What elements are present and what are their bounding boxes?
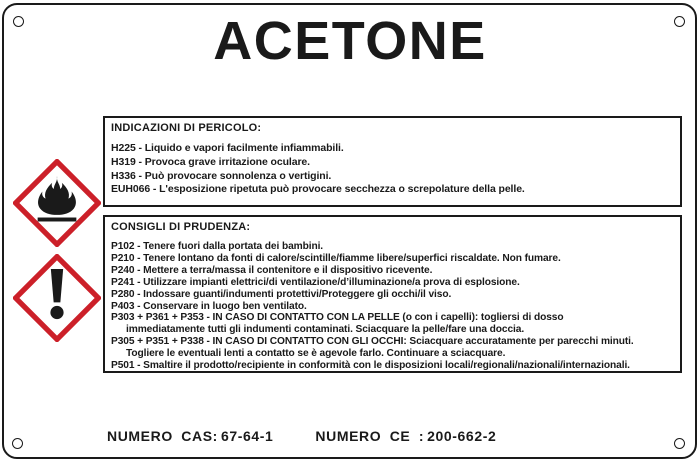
precautionary-statement: P102 - Tenere fuori dalla portata dei bambini.: [111, 241, 324, 252]
ce-number-value: 200-662-2: [427, 428, 497, 444]
precautionary-statement-continuation: Togliere le eventuali lenti a contatto se è agevole farlo. Continuare a sciacquare.: [126, 348, 506, 360]
registry-numbers: [107, 428, 496, 444]
precautionary-statement: P501 - Smaltire il prodotto/recipiente in conformità con le disposizioni locali/regionali/nazionali/internazionali.: [111, 360, 630, 372]
ghs-irritant-pictogram: [13, 254, 101, 342]
flame-icon: [13, 159, 101, 247]
precautionary-statements-list: [111, 241, 674, 372]
precautionary-statement: P241 - Utilizzare impianti elettrici/di ventilazione/d’illuminazione/a prova di esplosione.: [111, 276, 520, 288]
hazard-box-heading: INDICAZIONI DI PERICOLO:: [111, 122, 262, 134]
precautionary-statement: P403 - Conservare in luogo ben ventilato.: [111, 300, 307, 312]
product-name-title: ACETONE: [213, 11, 487, 71]
precautionary-statement: P305 + P351 + P338 - IN CASO DI CONTATTO CON GLI OCCHI: Sciacquare accuratamente per parecchi minuti.: [111, 336, 634, 348]
hazard-statements-list: [111, 142, 674, 197]
cas-number-value: 67-64-1: [220, 428, 274, 444]
hazard-statement: H336 - Può provocare sonnolenza o vertigini.: [111, 169, 332, 182]
hazard-statement: H225 - Liquido e vapori facilmente infiammabili.: [111, 142, 344, 154]
hazard-statement: EUH066 - L'esposizione ripetuta può provocare secchezza o screpolature della pelle.: [111, 183, 525, 196]
precautionary-statement-continuation: immediatamente tutti gli indumenti contaminati. Sciacquare la pelle/fare una doccia.: [126, 324, 525, 336]
precautionary-statement: P210 - Tenere lontano da fonti di calore/scintille/fiamme libere/superfici riscaldate. Non fumare.: [111, 252, 561, 264]
cas-number-label: NUMERO CAS:: [107, 428, 218, 444]
screw-hole-bottom-right: [674, 438, 685, 449]
precautionary-statement: P240 - Mettere a terra/massa il contenitore e il dispositivo ricevente.: [111, 264, 433, 276]
hazard-statement: H319 - Provoca grave irritazione oculare.: [111, 155, 310, 168]
precautionary-statement: P303 + P361 + P353 - IN CASO DI CONTATTO CON LA PELLE (o con i capelli): togliersi di dosso: [111, 312, 564, 324]
exclamation-mark-icon: [13, 254, 101, 342]
precautionary-statements-box: [103, 215, 682, 373]
screw-hole-bottom-left: [12, 438, 23, 449]
hazard-statements-box: [103, 116, 682, 207]
ce-number-label: NUMERO CE :: [315, 428, 425, 444]
precautionary-statement: P280 - Indossare guanti/indumenti protettivi/Proteggere gli occhi/il viso.: [111, 288, 452, 300]
ghs-flammable-pictogram: [13, 159, 101, 247]
precaution-box-heading: CONSIGLI DI PRUDENZA:: [111, 221, 251, 233]
